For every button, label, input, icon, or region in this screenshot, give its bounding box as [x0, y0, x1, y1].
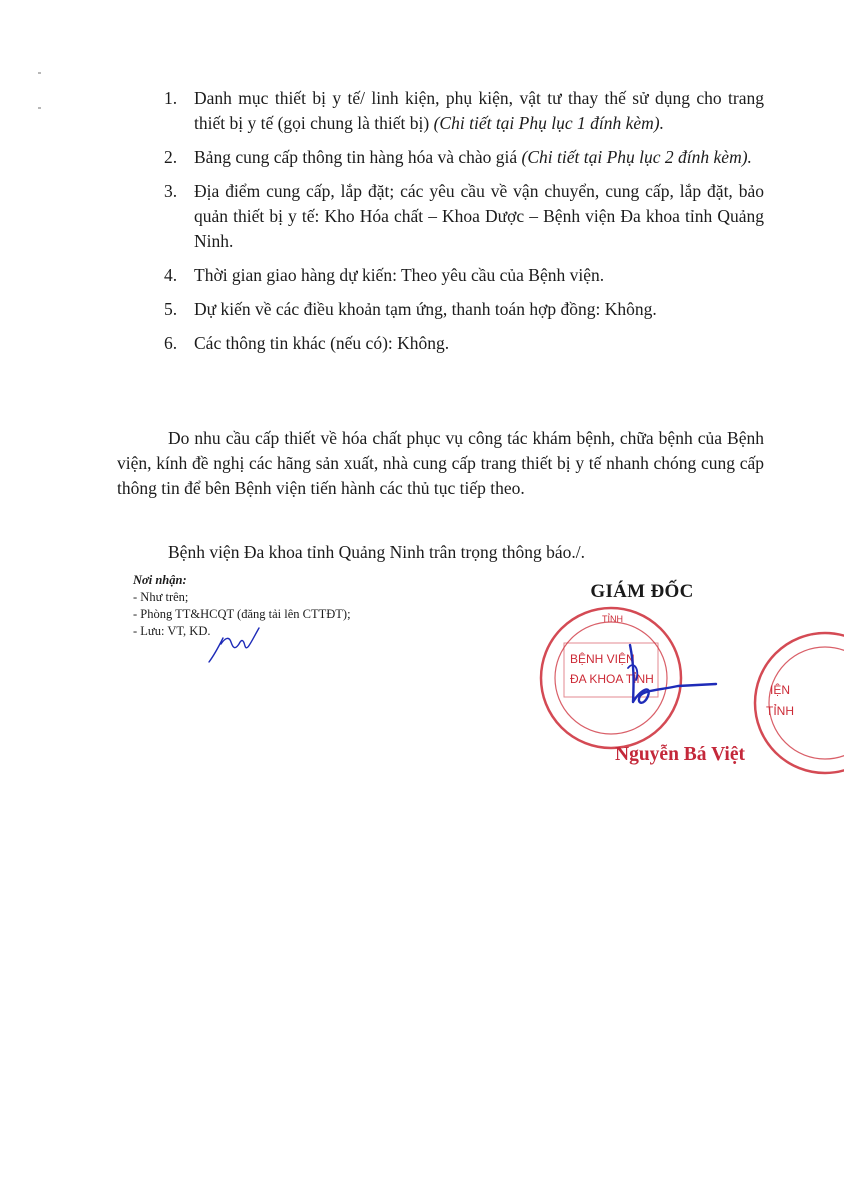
- list-text: Bảng cung cấp thông tin hàng hóa và chào giá (Chi tiết tại Phụ lục 2 đính kèm).: [194, 147, 752, 167]
- info-list: [164, 86, 764, 365]
- recipients-block: [133, 572, 413, 640]
- list-number: 6.: [164, 333, 178, 353]
- stamp-ring-text: TỈNH: [602, 614, 623, 624]
- request-paragraph: Do nhu cầu cấp thiết về hóa chất phục vụ công tác khám bệnh, chữa bệnh của Bệnh viện, kính đề nghị các hãng sản xuất, nhà cung cấp trang thiết bị y tế nhanh chóng cung cấp thông tin để bên Bệnh viện tiến hành các thủ tục tiếp theo.: [117, 428, 764, 498]
- list-item: [164, 297, 764, 322]
- stamp-line-2: ĐA KHOA TỈNH: [570, 672, 654, 686]
- list-text: Địa điểm cung cấp, lắp đặt; các yêu cầu về vận chuyển, cung cấp, lắp đặt, bảo quản thiết bị y tế: Kho Hóa chất – Khoa Dược – Bệnh viện Đa khoa tỉnh Quảng Ninh.: [194, 181, 764, 251]
- list-number: 5.: [164, 299, 178, 319]
- list-text: Dự kiến về các điều khoản tạm ứng, thanh toán hợp đồng: Không.: [194, 299, 657, 319]
- list-number: 4.: [164, 265, 178, 285]
- scan-speck: [38, 72, 41, 74]
- initials-mark: [205, 622, 265, 664]
- stamp-partial-line-2: TỈNH: [766, 704, 794, 718]
- stamp-line-1: BỆNH VIỆN: [570, 652, 635, 666]
- recipients-heading: Nơi nhận:: [133, 573, 187, 587]
- director-signature: [600, 640, 720, 730]
- list-number: 1.: [164, 88, 178, 108]
- list-item: [164, 86, 764, 136]
- list-text: Thời gian giao hàng dự kiến: Theo yêu cầu của Bệnh viện.: [194, 265, 605, 285]
- list-text: Danh mục thiết bị y tế/ linh kiện, phụ kiện, vật tư thay thế sử dụng cho trang thiết bị y tế (gọi chung là thiết bị) (Chi tiết tại Phụ lục 1 đính kèm).: [194, 88, 764, 133]
- list-item: [164, 331, 764, 356]
- list-number: 3.: [164, 181, 178, 201]
- list-item: [164, 145, 764, 170]
- recipient-line: - Phòng TT&HCQT (đăng tải lên CTTĐT);: [133, 607, 351, 621]
- list-item: [164, 263, 764, 288]
- recipient-line: - Như trên;: [133, 590, 189, 604]
- list-number: 2.: [164, 147, 178, 167]
- signer-name: Nguyễn Bá Việt: [614, 744, 745, 765]
- recipient-line: - Lưu: VT, KD.: [133, 624, 211, 638]
- list-text: Các thông tin khác (nếu có): Không.: [194, 333, 450, 353]
- list-item: [164, 179, 764, 254]
- director-title: GIÁM ĐỐC: [590, 581, 694, 602]
- closing-paragraph: Bệnh viện Đa khoa tỉnh Quảng Ninh trân trọng thông báo./.: [168, 542, 586, 562]
- stamp-partial-line-1: IỆN: [770, 683, 791, 697]
- scan-speck: [38, 107, 41, 109]
